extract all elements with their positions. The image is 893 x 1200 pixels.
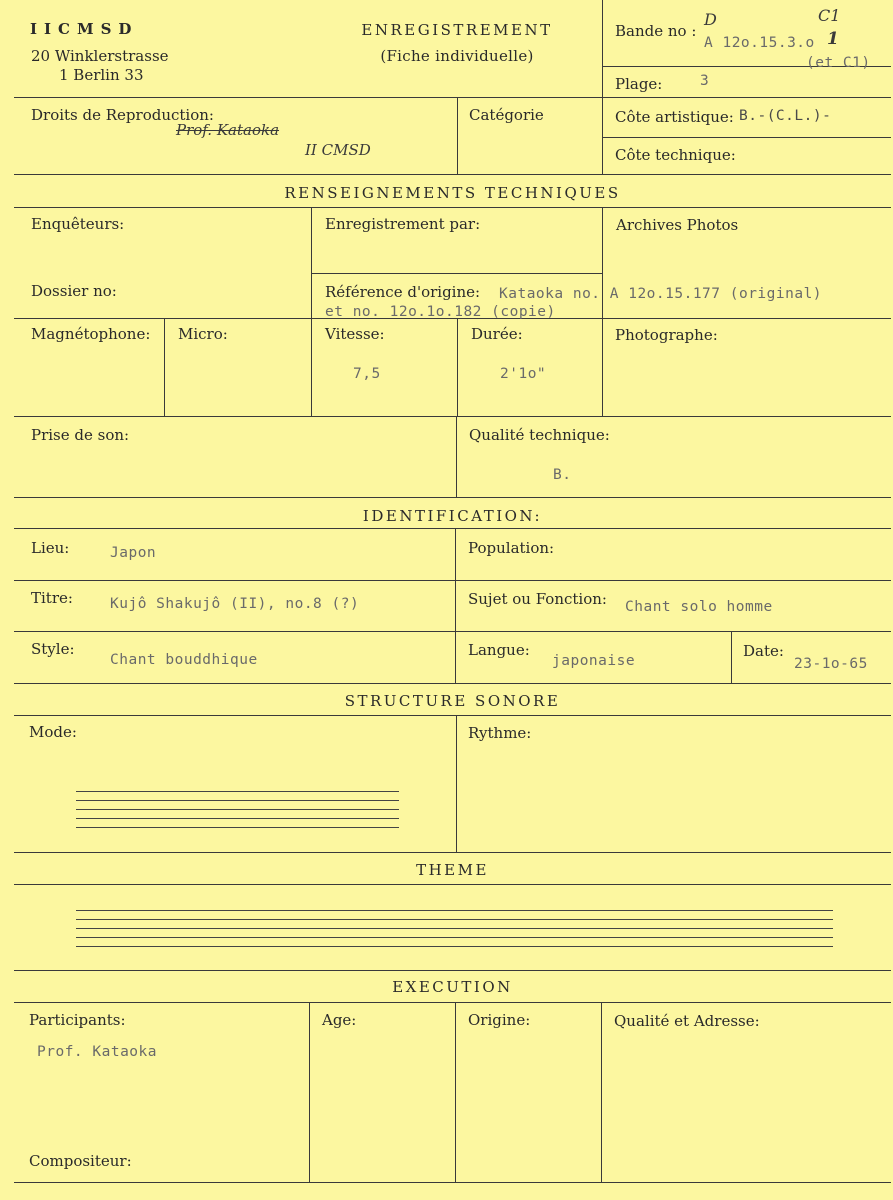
bande-value: A 12o.15.3.o (704, 35, 815, 51)
rule (311, 207, 312, 416)
enqueteurs-label: Enquêteurs: (31, 215, 125, 233)
address-line2: 1 Berlin 33 (59, 66, 144, 84)
rule (455, 1002, 456, 1182)
bande-label: Bande no : (615, 22, 697, 40)
staff-line (76, 809, 399, 810)
langue-label: Langue: (468, 641, 530, 659)
cote-technique-label: Côte technique: (615, 146, 736, 164)
rule (602, 137, 891, 138)
archives-photos-label: Archives Photos (616, 216, 739, 234)
qualite-technique-value: B. (553, 467, 572, 483)
staff-line (76, 937, 833, 938)
rule (14, 416, 891, 417)
lieu-value: Japon (110, 545, 157, 561)
sujet-label: Sujet ou Fonction: (468, 590, 607, 608)
photographe-label: Photographe: (615, 326, 718, 344)
staff-line (76, 910, 833, 911)
plage-label: Plage: (615, 75, 663, 93)
participants-label: Participants: (29, 1011, 126, 1029)
cote-artistique-value: B.-(C.L.)- (739, 108, 832, 124)
rule (309, 1002, 310, 1182)
rule (14, 884, 891, 885)
rule (602, 207, 603, 416)
section-structure-sonore: STRUCTURE SONORE (344, 692, 561, 710)
enregistrement-par-label: Enregistrement par: (325, 215, 481, 233)
rule (456, 715, 457, 852)
rule (455, 528, 456, 683)
qualite-adresse-label: Qualité et Adresse: (614, 1012, 760, 1030)
rule (457, 97, 458, 174)
langue-value: japonaise (552, 653, 636, 669)
vitesse-label: Vitesse: (325, 325, 385, 343)
form-subtitle: (Fiche individuelle) (380, 47, 534, 65)
reference-value-2: et no. 12o.1o.182 (copie) (325, 304, 556, 320)
sujet-value: Chant solo homme (625, 599, 773, 615)
lieu-label: Lieu: (31, 539, 70, 557)
droits-label: Droits de Reproduction: (31, 106, 214, 124)
droits-hand-iicmsd: II CMSD (305, 141, 371, 159)
staff-line (76, 928, 833, 929)
staff-line (76, 791, 399, 792)
reference-label: Référence d'origine: (325, 283, 481, 301)
staff-line (76, 800, 399, 801)
dossier-label: Dossier no: (31, 282, 117, 300)
org-logo: IICMSD (30, 20, 139, 38)
section-theme: THEME (416, 861, 489, 879)
mode-label: Mode: (29, 723, 77, 741)
section-execution: EXECUTION (392, 978, 513, 996)
age-label: Age: (322, 1011, 357, 1029)
vitesse-value: 7,5 (353, 366, 381, 382)
date-value: 23-1o-65 (794, 656, 868, 672)
compositeur-label: Compositeur: (29, 1152, 132, 1170)
rule (731, 631, 732, 683)
style-value: Chant bouddhique (110, 652, 258, 668)
population-label: Population: (468, 539, 555, 557)
form-title: ENREGISTREMENT (361, 21, 553, 39)
rule (456, 416, 457, 497)
bande-hand-d: D (704, 10, 717, 29)
rule (14, 1002, 891, 1003)
rule (601, 1002, 602, 1182)
address-line1: 20 Winklerstrasse (31, 47, 169, 65)
rule (14, 631, 891, 632)
duree-value: 2'1o" (500, 366, 547, 382)
magnetophone-label: Magnétophone: (31, 325, 151, 343)
categorie-label: Catégorie (469, 106, 544, 124)
cote-artistique-label: Côte artistique: (615, 108, 734, 126)
bande-hand-suffix: 1 (827, 29, 839, 49)
titre-value: Kujô Shakujô (II), no.8 (?) (110, 596, 360, 612)
rule (602, 0, 603, 174)
reference-value: Kataoka no. A 12o.15.177 (original) (499, 286, 823, 302)
rule (14, 528, 891, 529)
style-label: Style: (31, 640, 75, 658)
participants-value: Prof. Kataoka (37, 1044, 157, 1060)
origine-label: Origine: (468, 1011, 531, 1029)
rule (457, 318, 458, 416)
date-label: Date: (743, 642, 784, 660)
qualite-technique-label: Qualité technique: (469, 426, 610, 444)
rule (311, 273, 602, 274)
staff-line (76, 919, 833, 920)
prise-de-son-label: Prise de son: (31, 426, 130, 444)
titre-label: Titre: (31, 589, 73, 607)
droits-hand-struck: Prof. Kataoka (176, 121, 280, 139)
rule (14, 97, 891, 98)
bande-extra: (et C1) (806, 55, 871, 71)
rule (14, 174, 891, 175)
section-renseignements: RENSEIGNEMENTS TECHNIQUES (284, 184, 621, 202)
staff-line (76, 818, 399, 819)
duree-label: Durée: (471, 325, 523, 343)
rule (14, 497, 891, 498)
micro-label: Micro: (178, 325, 228, 343)
rule (14, 970, 891, 971)
staff-line (76, 946, 833, 947)
rythme-label: Rythme: (468, 724, 532, 742)
staff-line (76, 827, 399, 828)
rule (14, 207, 891, 208)
rule (14, 1182, 891, 1183)
bande-hand-c1: C1 (818, 6, 841, 25)
rule (14, 683, 891, 684)
plage-value: 3 (700, 73, 710, 89)
rule (14, 852, 891, 853)
rule (14, 580, 891, 581)
rule (164, 318, 165, 416)
section-identification: IDENTIFICATION: (362, 507, 543, 525)
rule (14, 715, 891, 716)
